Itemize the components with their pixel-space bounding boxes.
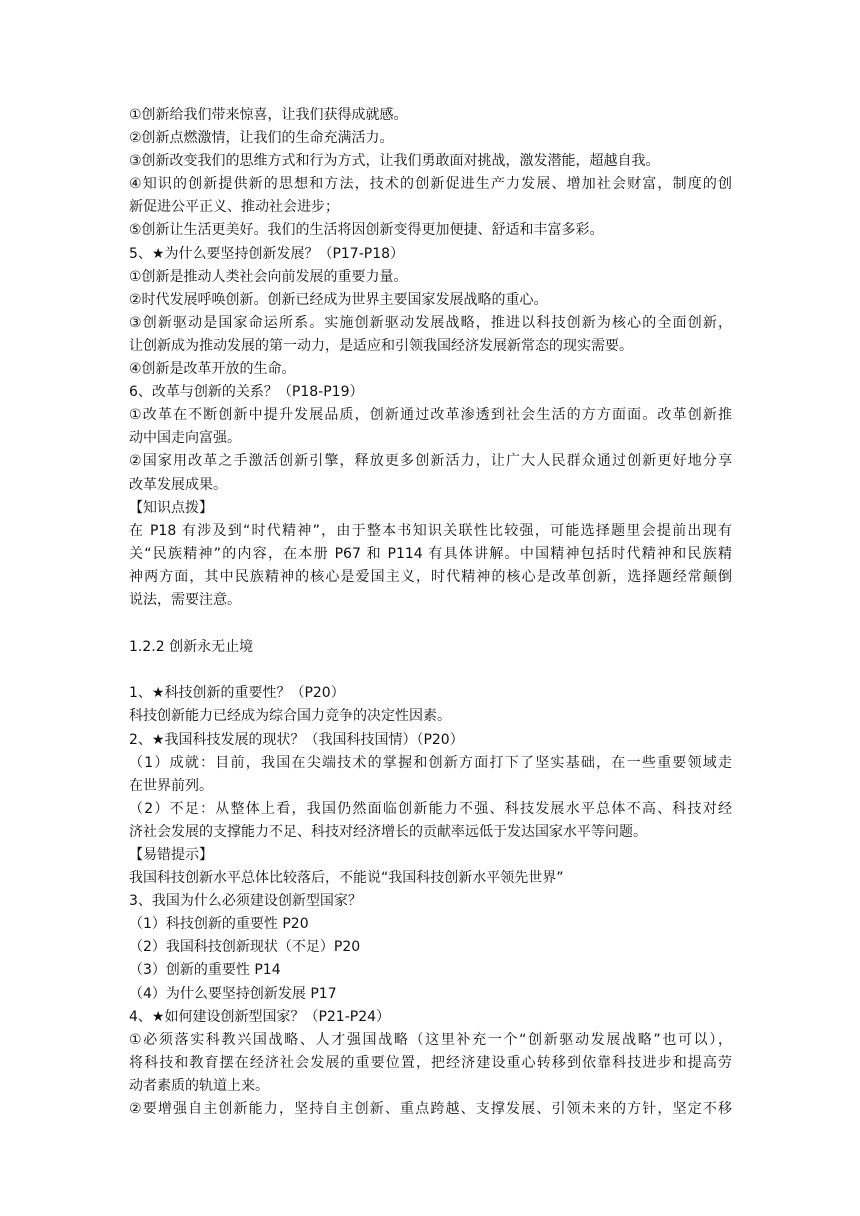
text-line: ③创新改变我们的思维方式和行为方式，让我们勇敢面对挑战，激发潜能，超越自我。 bbox=[129, 153, 660, 170]
text-line: 神两方面，其中民族精神的核心是爱国主义，时代精神的核心是改革创新，选择题经常颠倒 bbox=[129, 568, 732, 585]
text-line: 【知识点拨】 bbox=[129, 499, 213, 516]
text-line: 动者素质的轨道上来。 bbox=[129, 1077, 269, 1094]
text-line: 新促进公平正义、推动社会进步； bbox=[129, 199, 339, 216]
text-line: 将科技和教育摆在经济社会发展的重要位置，把经济建设重心转移到依靠科技进步和提高劳 bbox=[129, 1054, 732, 1071]
text-line: 动中国走向富强。 bbox=[129, 430, 241, 447]
text-line: ②时代发展呼唤创新。创新已经成为世界主要国家发展战略的重心。 bbox=[129, 291, 548, 308]
text-line: （2）我国科技创新现状（不足）P20 bbox=[129, 939, 361, 956]
text-line: 科技创新能力已经成为综合国力竞争的决定性因素。 bbox=[129, 708, 451, 725]
text-line: （4）为什么要坚持创新发展 P17 bbox=[129, 985, 337, 1002]
blank-line bbox=[129, 659, 732, 682]
text-line: ①创新是推动人类社会向前发展的重要力量。 bbox=[129, 268, 408, 285]
blank-line bbox=[129, 612, 732, 635]
text-line: 4、★如何建设创新型国家？（P21-P24） bbox=[129, 1008, 391, 1025]
text-line: （3）创新的重要性 P14 bbox=[129, 962, 281, 979]
text-line: 5、★为什么要坚持创新发展？（P17-P18） bbox=[129, 245, 405, 262]
document-page bbox=[129, 104, 732, 1121]
text-line: 说法，需要注意。 bbox=[129, 591, 241, 608]
text-line: 在世界前列。 bbox=[129, 777, 213, 794]
text-line: ②国家用改革之手激活创新引擎，释放更多创新活力，让广大人民群众通过创新更好地分享 bbox=[129, 453, 732, 470]
text-line: ①创新给我们带来惊喜，让我们获得成就感。 bbox=[129, 107, 408, 123]
text-line: 【易错提示】 bbox=[129, 847, 213, 863]
text-line: ⑤创新让生活更美好。我们的生活将因创新变得更加便捷、舒适和丰富多彩。 bbox=[129, 222, 604, 239]
text-line: ③创新驱动是国家命运所系。实施创新驱动发展战略，推进以科技创新为核心的全面创新， bbox=[129, 314, 732, 331]
text-line: （1）科技创新的重要性 P20 bbox=[129, 916, 309, 933]
text-line: 改革发展成果。 bbox=[129, 476, 227, 493]
text-line: 1、★科技创新的重要性？（P20） bbox=[129, 685, 345, 702]
text-line: 6、改革与创新的关系？（P18-P19） bbox=[129, 384, 364, 401]
text-line: ④知识的创新提供新的思想和方法，技术的创新促进生产力发展、增加社会财富，制度的创 bbox=[129, 176, 732, 193]
text-line: 关“民族精神”的内容，在本册 P67 和 P114 有具体讲解。中国精神包括时代精神和民族精 bbox=[129, 545, 732, 562]
text-line: ④创新是改革开放的生命。 bbox=[129, 361, 296, 378]
text-line: ①必须落实科教兴国战略、人才强国战略（这里补充一个“创新驱动发展战略”也可以）， bbox=[129, 1031, 732, 1048]
text-line: ②创新点燃激情，让我们的生命充满活力。 bbox=[129, 130, 394, 147]
section-heading: 1.2.2 创新永无止境 bbox=[129, 639, 254, 656]
text-line: ①改革在不断创新中提升发展品质，创新通过改革渗透到社会生活的方方面面。改革创新推 bbox=[129, 407, 732, 424]
text-line: 2、★我国科技发展的现状？（我国科技国情）（P20） bbox=[129, 731, 464, 748]
text-line: ②要增强自主创新能力，坚持自主创新、重点跨越、支撑发展、引领未来的方针，坚定不移 bbox=[129, 1101, 732, 1118]
text-line: 济社会发展的支撑能力不足、科技对经济增长的贡献率远低于发达国家水平等问题。 bbox=[129, 823, 647, 840]
text-line: 在 P18 有涉及到“时代精神”，由于整本书知识关联性比较强，可能选择题里会提前出现有 bbox=[129, 522, 732, 539]
text-line: 我国科技创新水平总体比较落后，不能说“我国科技创新水平领先世界” bbox=[129, 870, 564, 887]
text-line: （2）不足：从整体上看，我国仍然面临创新能力不强、科技发展水平总体不高、科技对经 bbox=[129, 800, 732, 817]
text-block-part2 bbox=[129, 682, 732, 1121]
text-block-part1 bbox=[129, 104, 732, 612]
text-line: 3、我国为什么必须建设创新型国家？ bbox=[129, 893, 362, 910]
text-line: 让创新成为推动发展的第一动力，是适应和引领我国经济发展新常态的现实需要。 bbox=[129, 337, 633, 354]
text-line: （1）成就：目前，我国在尖端技术的掌握和创新方面打下了坚实基础，在一些重要领域走 bbox=[129, 754, 732, 771]
